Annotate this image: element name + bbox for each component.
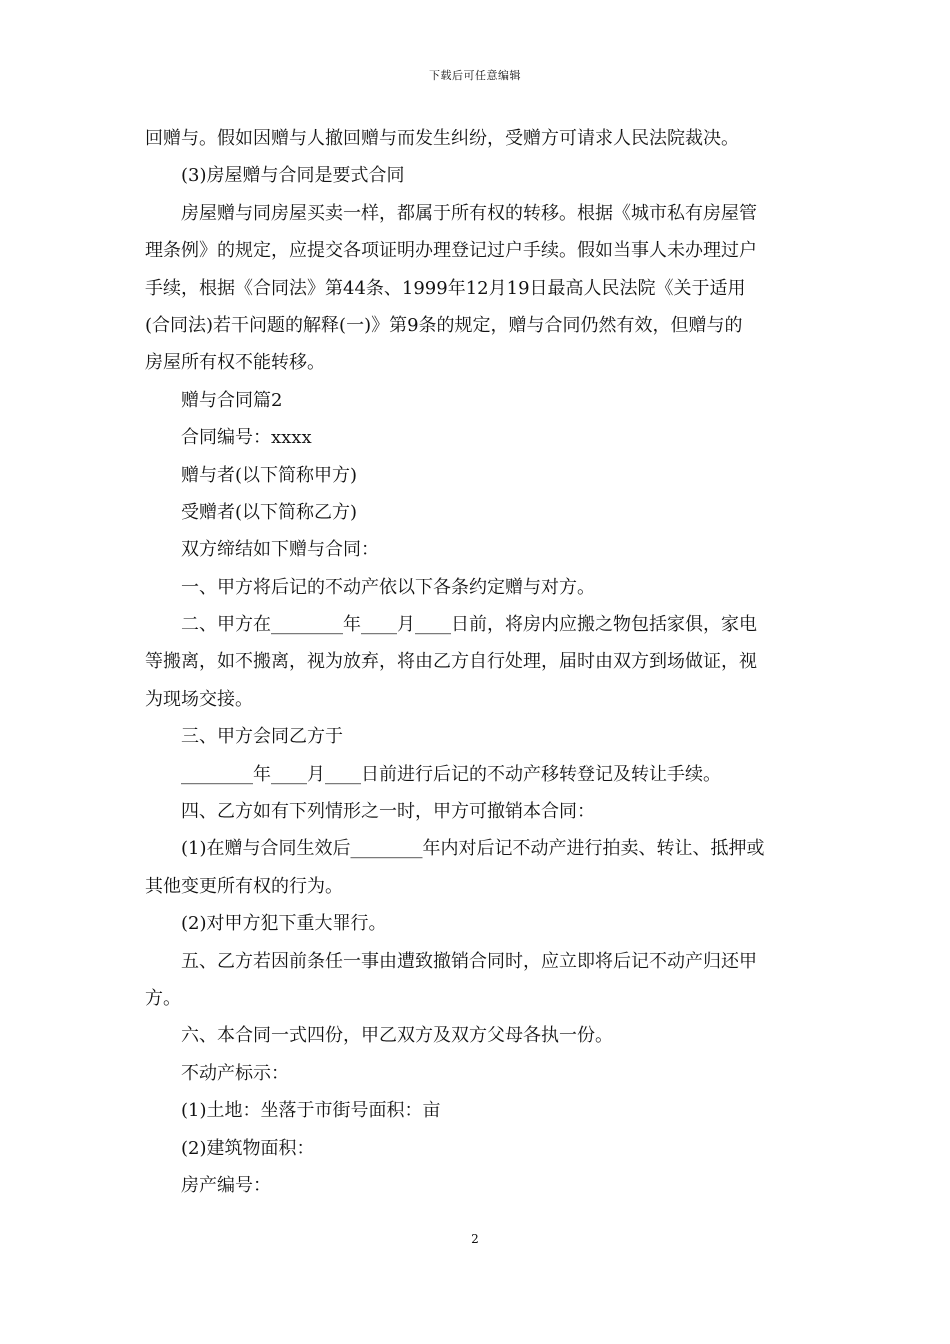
donor-line: 赠与者(以下简称甲方) — [181, 464, 358, 486]
clause-line: ________年____月____日前进行后记的不动产移转登记及转让手续。 — [181, 763, 721, 785]
clause-line: 为现场交接。 — [145, 688, 253, 710]
contract-number: 合同编号：xxxx — [181, 427, 312, 449]
paragraph-line: 回赠与。假如因赠与人撤回赠与而发生纠纷，受赠方可请求人民法院裁决。 — [145, 128, 739, 149]
page-number: 2 — [471, 1232, 479, 1246]
section-title: 赠与合同篇2 — [181, 389, 283, 411]
paragraph-line: 房屋所有权不能转移。 — [145, 352, 325, 374]
clause-line: 等搬离，如不搬离，视为放弃，将由乙方自行处理，届时由双方到场做证，视 — [145, 651, 757, 673]
clause-line: 三、甲方会同乙方于 — [181, 726, 343, 748]
paragraph-line: 房屋赠与同房屋买卖一样，都属于所有权的转移。根据《城市私有房屋管 — [181, 202, 757, 224]
page-header: 下载后可任意编辑 — [429, 69, 521, 82]
paragraph-line: (3)房屋赠与合同是要式合同 — [181, 165, 405, 187]
paragraph-line: 理条例》的规定，应提交各项证明办理登记过户手续。假如当事人未办理过户 — [145, 240, 757, 262]
property-line: (1)土地：坐落于市街号面积：亩 — [181, 1100, 441, 1122]
clause-line: 一、甲方将后记的不动产依以下各条约定赠与对方。 — [181, 576, 595, 598]
clause-line: (2)对甲方犯下重大罪行。 — [181, 913, 387, 935]
document-body — [145, 120, 808, 1204]
clause-line: 方。 — [145, 987, 181, 1009]
clause-line: 四、乙方如有下列情形之一时，甲方可撤销本合同： — [181, 801, 595, 823]
clause-line: 二、甲方在________年____月____日前，将房内应搬之物包括家俱，家电 — [181, 614, 757, 636]
donee-line: 受赠者(以下简称乙方) — [181, 501, 358, 523]
property-line: (2)建筑物面积： — [181, 1137, 315, 1159]
paragraph-line: 双方缔结如下赠与合同： — [181, 539, 379, 561]
clause-line: 六、本合同一式四份，甲乙双方及双方父母各执一份。 — [181, 1025, 613, 1047]
paragraph-line: (合同法)若干问题的解释(一)》第9条的规定，赠与合同仍然有效，但赠与的 — [145, 314, 743, 336]
clause-line: 五、乙方若因前条任一事由遭致撤销合同时，应立即将后记不动产归还甲 — [181, 950, 757, 972]
clause-line: 其他变更所有权的行为。 — [145, 875, 343, 897]
property-label: 不动产标示： — [181, 1062, 289, 1084]
paragraph-line: 手续，根据《合同法》第44条、1999年12月19日最高人民法院《关于适用 — [145, 277, 746, 299]
clause-line: (1)在赠与合同生效后________年内对后记不动产进行拍卖、转让、抵押或 — [181, 838, 765, 860]
property-line: 房产编号： — [181, 1174, 271, 1196]
